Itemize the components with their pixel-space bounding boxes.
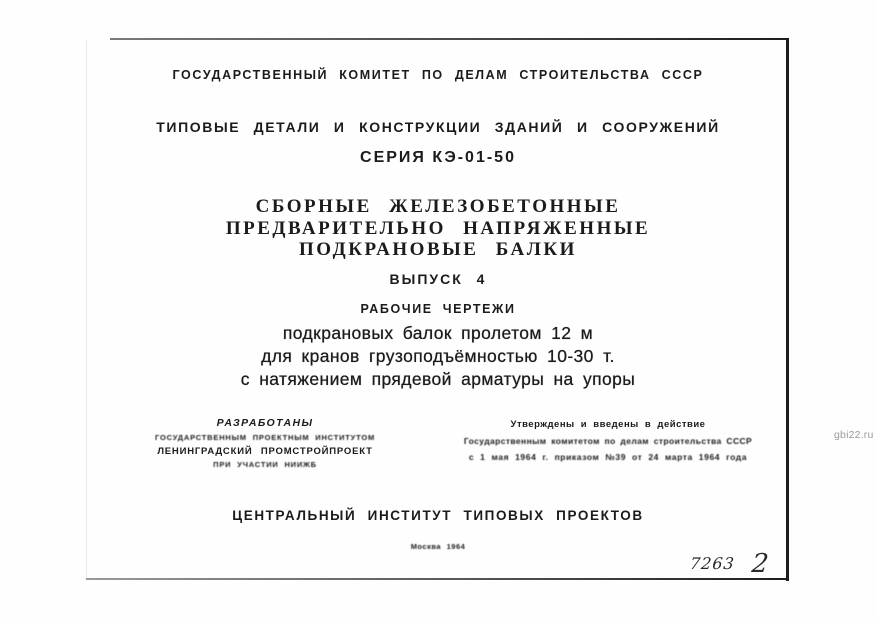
main-title-line2: ПРЕДВАРИТЕЛЬНО НАПРЯЖЕННЫЕ <box>225 217 651 239</box>
imprint-city-year: Москва 1964 <box>410 542 466 551</box>
approved-line2: Государственным комитетом по делам строительства СССР <box>463 436 753 446</box>
approved-line1: Утверждены и введены в действие <box>510 419 706 430</box>
page-border-bottom <box>86 578 789 580</box>
publisher-name: ЦЕНТРАЛЬНЫЙ ИНСТИТУТ ТИПОВЫХ ПРОЕКТОВ <box>232 508 644 523</box>
developed-by-heading: РАЗРАБОТАНЫ <box>216 417 314 429</box>
series-group-title: ТИПОВЫЕ ДЕТАЛИ И КОНСТРУКЦИИ ЗДАНИЙ И СООРУЖЕНИЙ <box>156 119 720 135</box>
main-title <box>0 196 876 261</box>
developed-by-block <box>110 417 420 469</box>
series-number: СЕРИЯ КЭ-01-50 <box>360 149 516 166</box>
handwritten-inventory-mark <box>688 549 786 579</box>
developed-by-institute: ГОСУДАРСТВЕННЫМ ПРОЕКТНЫМ ИНСТИТУТОМ <box>155 433 375 442</box>
main-title-line1: СБОРНЫЕ ЖЕЛЕЗОБЕТОННЫЕ <box>255 196 621 217</box>
approved-line3: с 1 мая 1964 г. приказом №39 от 24 марта 1964 года <box>468 452 748 462</box>
issue-number: ВЫПУСК 4 <box>389 271 487 287</box>
page-border-top <box>110 38 789 40</box>
subtitle-line1: подкрановых балок пролетом 12 м <box>282 323 594 343</box>
handwritten-sheet-number: 2 <box>750 549 770 579</box>
developed-by-org: ЛЕНИНГРАДСКИЙ ПРОМСТРОЙПРОЕКТ <box>157 446 373 457</box>
approved-by-block <box>458 419 758 462</box>
working-drawings-heading: РАБОЧИЕ ЧЕРТЕЖИ <box>360 302 516 316</box>
site-watermark: gbi22.ru <box>834 429 874 441</box>
subtitle-line2: для кранов грузоподъёмностью 10-30 т. <box>261 346 615 366</box>
main-title-line3: ПОДКРАНОВЫЕ БАЛКИ <box>299 239 577 260</box>
subtitle-line3: с натяжением прядевой арматуры на упоры <box>240 369 636 389</box>
handwritten-code: 7263 <box>689 554 736 573</box>
subtitle-block <box>0 322 876 391</box>
developed-by-participation: ПРИ УЧАСТИИ НИИЖБ <box>213 460 317 469</box>
committee-name: ГОСУДАРСТВЕННЫЙ КОМИТЕТ ПО ДЕЛАМ СТРОИТЕЛЬСТВА СССР <box>172 68 704 82</box>
